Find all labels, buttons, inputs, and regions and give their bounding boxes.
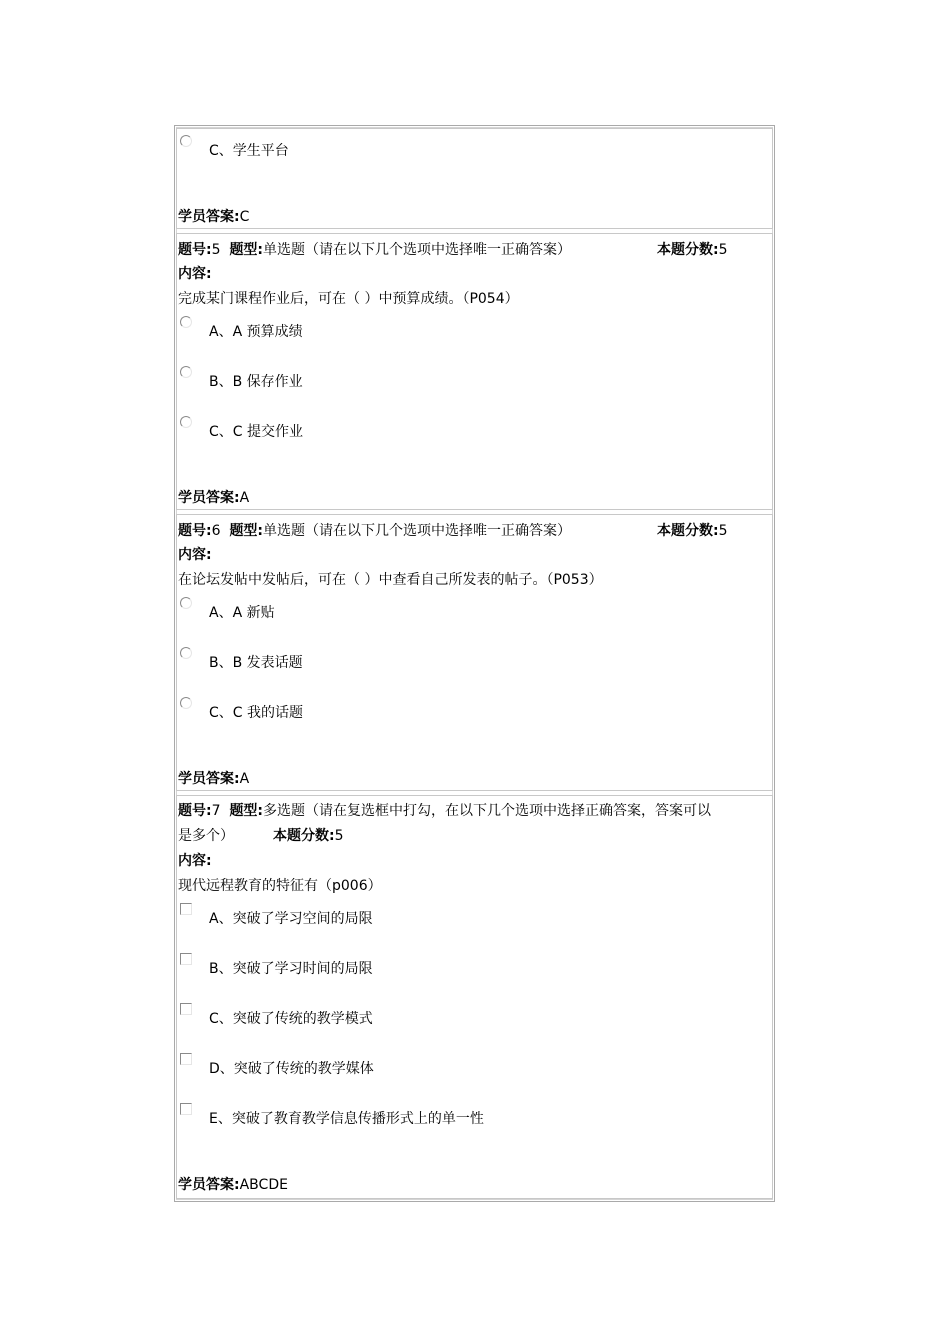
question-6-header: 题号:6 题型:单选题（请在以下几个选项中选择唯一正确答案） [178,523,572,539]
question-5-score: 本题分数:5 [657,242,728,258]
checkbox-7d[interactable] [180,1053,192,1065]
question-7-text: 现代远程教育的特征有（p006） [178,878,382,894]
radio-6a[interactable] [180,597,192,609]
radio-5a[interactable] [180,316,192,328]
option-6c: C、C 我的话题 [209,705,304,721]
answer-5: 学员答案:A [178,490,250,506]
option-7d: D、突破了传统的教学媒体 [209,1061,374,1077]
question-7-header-cont: 是多个） [178,828,234,844]
option-5a: A、A 预算成绩 [209,324,303,340]
radio-5b[interactable] [180,366,192,378]
option-6b: B、B 发表话题 [209,655,303,671]
option-7c: C、突破了传统的教学模式 [209,1011,373,1027]
answer-7: 学员答案:ABCDE [178,1177,288,1193]
option-7b: B、突破了学习时间的局限 [209,961,373,977]
radio-6b[interactable] [180,647,192,659]
option-7a: A、突破了学习空间的局限 [209,911,373,927]
question-5-content-label: 内容: [178,266,212,282]
option-5b: B、B 保存作业 [209,374,303,390]
question-7-score: 本题分数:5 [273,828,344,844]
answer-6: 学员答案:A [178,771,250,787]
question-7-block [176,795,773,1199]
question-6-score: 本题分数:5 [657,523,728,539]
question-7-content-label: 内容: [178,853,212,869]
radio-5c[interactable] [180,416,192,428]
option-5c: C、C 提交作业 [209,424,304,440]
question-7-header: 题号:7 题型:多选题（请在复选框中打勾，在以下几个选项中选择正确答案，答案可以 [178,803,712,819]
answer-4: 学员答案:C [178,209,250,225]
question-5-text: 完成某门课程作业后，可在（ ）中预算成绩。（P054） [178,291,519,307]
option-4c: C、学生平台 [209,143,289,159]
question-6-content-label: 内容: [178,547,212,563]
option-6a: A、A 新贴 [209,605,275,621]
radio-6c[interactable] [180,697,192,709]
question-6-text: 在论坛发帖中发帖后，可在（ ）中查看自己所发表的帖子。（P053） [178,572,603,588]
checkbox-7c[interactable] [180,1003,192,1015]
question-5-header: 题号:5 题型:单选题（请在以下几个选项中选择唯一正确答案） [178,242,572,258]
checkbox-7b[interactable] [180,953,192,965]
checkbox-7a[interactable] [180,903,192,915]
radio-4c[interactable] [180,135,192,147]
checkbox-7e[interactable] [180,1103,192,1115]
option-7e: E、突破了教育教学信息传播形式上的单一性 [209,1111,484,1127]
